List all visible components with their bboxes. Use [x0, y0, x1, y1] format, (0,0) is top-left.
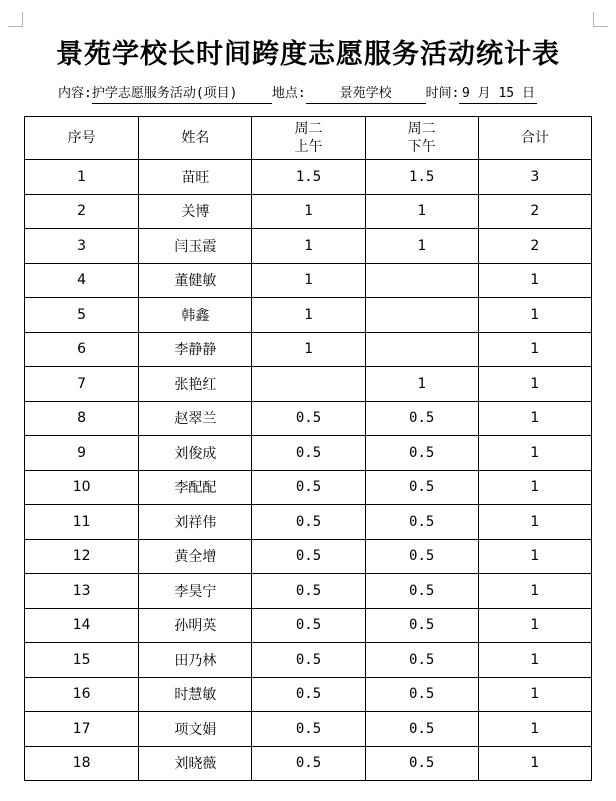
cell-index: 7 [25, 367, 139, 402]
cell-name: 田乃林 [139, 643, 252, 678]
table-row [25, 332, 592, 367]
table-row [25, 712, 592, 747]
cell-total: 2 [478, 194, 591, 229]
place-value: 景苑学校 [306, 85, 426, 104]
cell-tuesday-morning: 0.5 [252, 574, 365, 609]
cell-tuesday-morning: 0.5 [252, 608, 365, 643]
table-row [25, 539, 592, 574]
table-row [25, 608, 592, 643]
table-row [25, 298, 592, 333]
cell-tuesday-morning: 0.5 [252, 401, 365, 436]
cell-tuesday-morning: 1 [252, 194, 365, 229]
cell-tuesday-morning: 0.5 [252, 436, 365, 471]
cell-tuesday-morning: 1 [252, 332, 365, 367]
cell-total: 1 [478, 367, 591, 402]
cell-tuesday-afternoon [365, 332, 478, 367]
cell-name: 刘祥伟 [139, 505, 252, 540]
cell-index: 18 [25, 746, 139, 781]
header-name: 姓名 [139, 117, 252, 160]
cell-index: 10 [25, 470, 139, 505]
cell-tuesday-morning: 0.5 [252, 505, 365, 540]
cell-total: 1 [478, 608, 591, 643]
page-corner-mark-left [8, 12, 23, 27]
cell-total: 1 [478, 574, 591, 609]
cell-index: 6 [25, 332, 139, 367]
cell-index: 2 [25, 194, 139, 229]
cell-tuesday-afternoon: 0.5 [365, 677, 478, 712]
time-value: 9 月 15 日 [459, 85, 537, 104]
header-index: 序号 [25, 117, 139, 160]
header-tuesday-afternoon-line2: 下午 [407, 139, 436, 155]
cell-name: 李昊宁 [139, 574, 252, 609]
cell-index: 15 [25, 643, 139, 678]
table-row [25, 574, 592, 609]
cell-tuesday-afternoon: 1 [365, 229, 478, 264]
table-row [25, 194, 592, 229]
cell-name: 关博 [139, 194, 252, 229]
cell-total: 1 [478, 712, 591, 747]
cell-total: 1 [478, 539, 591, 574]
cell-tuesday-afternoon: 0.5 [365, 401, 478, 436]
cell-index: 4 [25, 263, 139, 298]
cell-tuesday-morning: 0.5 [252, 712, 365, 747]
cell-tuesday-afternoon: 0.5 [365, 712, 478, 747]
cell-tuesday-afternoon: 1.5 [365, 160, 478, 195]
cell-name: 赵翠兰 [139, 401, 252, 436]
cell-total: 1 [478, 436, 591, 471]
cell-total: 1 [478, 470, 591, 505]
content-value: 护学志愿服务活动(项目) [92, 85, 272, 104]
cell-index: 12 [25, 539, 139, 574]
cell-tuesday-afternoon: 0.5 [365, 746, 478, 781]
place-label: 地点: [271, 86, 306, 101]
table-row [25, 505, 592, 540]
cell-total: 1 [478, 505, 591, 540]
cell-name: 孙明英 [139, 608, 252, 643]
cell-total: 1 [478, 332, 591, 367]
cell-name: 苗旺 [139, 160, 252, 195]
cell-tuesday-afternoon: 0.5 [365, 436, 478, 471]
table-row [25, 229, 592, 264]
header-total: 合计 [478, 117, 591, 160]
table-row [25, 436, 592, 471]
cell-index: 3 [25, 229, 139, 264]
header-tuesday-morning [252, 117, 365, 160]
header-tuesday-afternoon-line1: 周二 [407, 121, 436, 137]
cell-tuesday-morning: 1.5 [252, 160, 365, 195]
cell-tuesday-afternoon: 0.5 [365, 608, 478, 643]
cell-name: 闫玉霞 [139, 229, 252, 264]
cell-tuesday-afternoon [365, 298, 478, 333]
cell-name: 黄全增 [139, 539, 252, 574]
cell-tuesday-morning: 0.5 [252, 470, 365, 505]
table-row [25, 470, 592, 505]
cell-tuesday-afternoon: 1 [365, 367, 478, 402]
cell-total: 1 [478, 677, 591, 712]
cell-index: 8 [25, 401, 139, 436]
cell-tuesday-morning: 1 [252, 263, 365, 298]
cell-name: 李静静 [139, 332, 252, 367]
table-row [25, 643, 592, 678]
cell-index: 11 [25, 505, 139, 540]
table-body [25, 160, 592, 781]
table-row [25, 160, 592, 195]
cell-index: 5 [25, 298, 139, 333]
page-corner-mark-right [593, 12, 608, 27]
cell-total: 1 [478, 401, 591, 436]
cell-total: 3 [478, 160, 591, 195]
header-tuesday-afternoon [365, 117, 478, 160]
cell-index: 13 [25, 574, 139, 609]
cell-name: 时慧敏 [139, 677, 252, 712]
cell-name: 刘晓薇 [139, 746, 252, 781]
cell-tuesday-afternoon: 0.5 [365, 643, 478, 678]
cell-tuesday-morning: 0.5 [252, 746, 365, 781]
cell-tuesday-afternoon: 0.5 [365, 574, 478, 609]
cell-tuesday-morning: 0.5 [252, 539, 365, 574]
cell-total: 1 [478, 643, 591, 678]
activity-info-line [58, 84, 578, 104]
document-title: 景苑学校长时间跨度志愿服务活动统计表 [56, 39, 560, 70]
cell-tuesday-afternoon: 1 [365, 194, 478, 229]
cell-tuesday-morning: 0.5 [252, 643, 365, 678]
header-tuesday-morning-line2: 上午 [294, 139, 323, 155]
content-label: 内容: [58, 86, 92, 101]
cell-tuesday-morning: 0.5 [252, 677, 365, 712]
cell-index: 16 [25, 677, 139, 712]
cell-name: 董健敏 [139, 263, 252, 298]
cell-tuesday-morning [252, 367, 365, 402]
table-row [25, 401, 592, 436]
cell-total: 1 [478, 263, 591, 298]
cell-index: 1 [25, 160, 139, 195]
table-row [25, 746, 592, 781]
cell-tuesday-afternoon: 0.5 [365, 505, 478, 540]
cell-tuesday-afternoon: 0.5 [365, 539, 478, 574]
cell-tuesday-morning: 1 [252, 298, 365, 333]
cell-name: 张艳红 [139, 367, 252, 402]
cell-index: 9 [25, 436, 139, 471]
cell-total: 1 [478, 298, 591, 333]
header-tuesday-morning-line1: 周二 [294, 121, 323, 137]
table-row [25, 367, 592, 402]
cell-index: 17 [25, 712, 139, 747]
cell-name: 韩鑫 [139, 298, 252, 333]
time-label: 时间: [425, 86, 460, 101]
table-header-row [25, 117, 592, 160]
cell-tuesday-morning: 1 [252, 229, 365, 264]
cell-tuesday-afternoon [365, 263, 478, 298]
cell-index: 14 [25, 608, 139, 643]
volunteer-stats-table [24, 116, 592, 781]
cell-name: 李配配 [139, 470, 252, 505]
table-row [25, 263, 592, 298]
table-row [25, 677, 592, 712]
cell-tuesday-afternoon: 0.5 [365, 470, 478, 505]
cell-name: 刘俊成 [139, 436, 252, 471]
cell-name: 项文娟 [139, 712, 252, 747]
cell-total: 1 [478, 746, 591, 781]
cell-total: 2 [478, 229, 591, 264]
